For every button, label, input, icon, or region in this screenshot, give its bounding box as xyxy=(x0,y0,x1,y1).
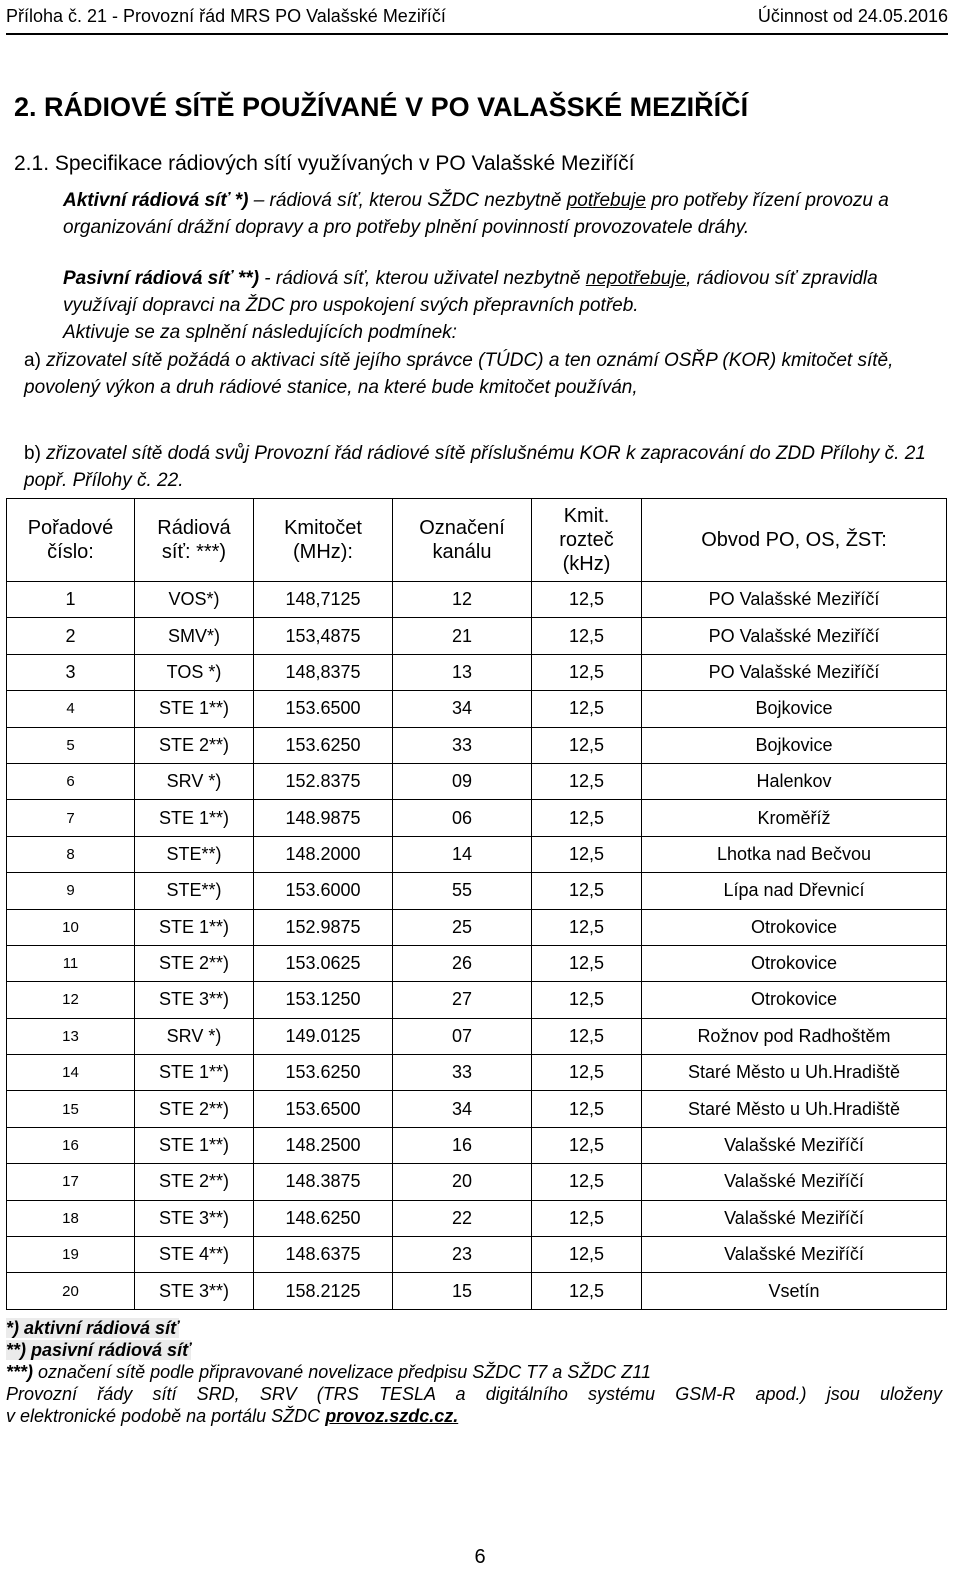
spacing-cell: 12,5 xyxy=(532,1055,642,1091)
network-cell: STE**) xyxy=(135,836,254,872)
channel-cell: 26 xyxy=(393,945,532,981)
channel-cell: 25 xyxy=(393,909,532,945)
network-cell: STE 1**) xyxy=(135,1127,254,1163)
network-cell: STE 1**) xyxy=(135,691,254,727)
channel-cell: 33 xyxy=(393,1055,532,1091)
table-row xyxy=(7,1018,947,1054)
channel-cell: 22 xyxy=(393,1200,532,1236)
channel-cell: 07 xyxy=(393,1018,532,1054)
header-channel-spacing: Kmit. rozteč (kHz) xyxy=(532,499,642,582)
order-cell: 10 xyxy=(7,909,135,945)
header-frequency: Kmitočet (MHz): xyxy=(254,499,393,582)
table-row xyxy=(7,582,947,618)
channel-cell: 23 xyxy=(393,1237,532,1273)
network-cell: STE 3**) xyxy=(135,982,254,1018)
table-row xyxy=(7,618,947,654)
header-effective-date: Účinnost od 24.05.2016 xyxy=(757,6,948,26)
area-cell: Staré Město u Uh.Hradiště xyxy=(642,1055,947,1091)
table-row xyxy=(7,1164,947,1200)
network-cell: STE 2**) xyxy=(135,945,254,981)
frequency-cell: 148.2000 xyxy=(254,836,393,872)
area-cell: Kroměříž xyxy=(642,800,947,836)
order-cell: 5 xyxy=(7,727,135,763)
channel-cell: 09 xyxy=(393,763,532,799)
frequency-cell: 148,7125 xyxy=(254,582,393,618)
spacing-cell: 12,5 xyxy=(532,1273,642,1309)
area-cell: Rožnov pod Radhoštěm xyxy=(642,1018,947,1054)
network-cell: STE 1**) xyxy=(135,909,254,945)
order-cell: 11 xyxy=(7,945,135,981)
area-cell: Otrokovice xyxy=(642,909,947,945)
frequency-cell: 153.1250 xyxy=(254,982,393,1018)
order-cell: 17 xyxy=(7,1164,135,1200)
header-document-title: Příloha č. 21 - Provozní řád MRS PO Valašské Meziříčí xyxy=(6,6,446,26)
frequency-cell: 148.6375 xyxy=(254,1237,393,1273)
channel-cell: 34 xyxy=(393,1091,532,1127)
frequency-cell: 158.2125 xyxy=(254,1273,393,1309)
area-cell: Staré Město u Uh.Hradiště xyxy=(642,1091,947,1127)
network-cell: STE 1**) xyxy=(135,1055,254,1091)
frequency-cell: 153.0625 xyxy=(254,945,393,981)
order-cell: 1 xyxy=(7,582,135,618)
channel-cell: 55 xyxy=(393,873,532,909)
network-cell: STE 3**) xyxy=(135,1200,254,1236)
order-cell: 16 xyxy=(7,1127,135,1163)
channel-cell: 13 xyxy=(393,654,532,690)
condition-b xyxy=(24,440,954,494)
header-channel: Označení kanálu xyxy=(393,499,532,582)
frequency-cell: 149.0125 xyxy=(254,1018,393,1054)
spacing-cell: 12,5 xyxy=(532,727,642,763)
spacing-cell: 12,5 xyxy=(532,1164,642,1200)
channel-cell: 33 xyxy=(393,727,532,763)
passive-text-a: - rádiová síť, kterou uživatel nezbytně xyxy=(259,268,586,289)
network-cell: STE 1**) xyxy=(135,800,254,836)
order-cell: 12 xyxy=(7,982,135,1018)
area-cell: PO Valašské Meziříčí xyxy=(642,582,947,618)
table-row xyxy=(7,1200,947,1236)
order-cell: 15 xyxy=(7,1091,135,1127)
order-cell: 20 xyxy=(7,1273,135,1309)
footnote-passive: **) pasivní rádiová síť xyxy=(6,1340,191,1360)
spacing-cell: 12,5 xyxy=(532,654,642,690)
table-row xyxy=(7,654,947,690)
network-cell: SMV*) xyxy=(135,618,254,654)
frequency-cell: 148.3875 xyxy=(254,1164,393,1200)
channel-cell: 15 xyxy=(393,1273,532,1309)
active-network-definition xyxy=(63,187,903,241)
frequency-cell: 148.6250 xyxy=(254,1200,393,1236)
table-row xyxy=(7,982,947,1018)
network-cell: VOS*) xyxy=(135,582,254,618)
spacing-cell: 12,5 xyxy=(532,1018,642,1054)
table-row xyxy=(7,873,947,909)
table-row xyxy=(7,727,947,763)
passive-text-b: , rádiovou síť zpravidla využívají dopravci na ŽDC pro uspokojení svých přepravních potřeb. xyxy=(63,268,878,316)
area-cell: PO Valašské Meziříčí xyxy=(642,654,947,690)
activation-intro: Aktivuje se za splnění následujících podmínek: xyxy=(63,322,457,343)
passive-network-definition xyxy=(63,265,923,319)
frequency-cell: 153.6500 xyxy=(254,1091,393,1127)
channel-cell: 06 xyxy=(393,800,532,836)
order-cell: 19 xyxy=(7,1237,135,1273)
area-cell: Halenkov xyxy=(642,763,947,799)
frequency-cell: 153.6250 xyxy=(254,727,393,763)
spacing-cell: 12,5 xyxy=(532,1200,642,1236)
frequency-cell: 153.6500 xyxy=(254,691,393,727)
header-radio-network: Rádiová síť: ***) xyxy=(135,499,254,582)
active-text-a: – rádiová síť, kterou SŽDC nezbytně xyxy=(248,190,567,211)
order-cell: 6 xyxy=(7,763,135,799)
footnotes xyxy=(6,1317,942,1427)
frequency-cell: 148,8375 xyxy=(254,654,393,690)
spacing-cell: 12,5 xyxy=(532,582,642,618)
area-cell: Otrokovice xyxy=(642,945,947,981)
spacing-cell: 12,5 xyxy=(532,836,642,872)
frequency-cell: 152.8375 xyxy=(254,763,393,799)
area-cell: Lípa nad Dřevnicí xyxy=(642,873,947,909)
table-row xyxy=(7,1237,947,1273)
table-row xyxy=(7,1127,947,1163)
table-row xyxy=(7,909,947,945)
table-row xyxy=(7,800,947,836)
table-row xyxy=(7,691,947,727)
table-row xyxy=(7,763,947,799)
table-row xyxy=(7,836,947,872)
portal-link[interactable]: provoz.szdc.cz. xyxy=(325,1406,459,1426)
area-cell: Lhotka nad Bečvou xyxy=(642,836,947,872)
table-row xyxy=(7,945,947,981)
spacing-cell: 12,5 xyxy=(532,1091,642,1127)
spacing-cell: 12,5 xyxy=(532,1127,642,1163)
channel-cell: 16 xyxy=(393,1127,532,1163)
network-cell: SRV *) xyxy=(135,1018,254,1054)
footnote-designation-mark: ***) xyxy=(6,1362,34,1382)
active-underlined-word: potřebuje xyxy=(566,190,646,211)
condition-b-label: b) xyxy=(24,443,41,464)
condition-b-text: zřizovatel sítě dodá svůj Provozní řád rádiové sítě příslušnému KOR k zapracování do ZDD Přílohy č. 21 popř. Přílohy č. 22. xyxy=(24,443,926,491)
order-cell: 9 xyxy=(7,873,135,909)
active-text-b: pro potřeby řízení provozu a organizování drážní dopravy a pro potřeby plnění povinností provozovatele dráhy. xyxy=(63,190,889,238)
table-header-row xyxy=(7,499,947,582)
network-cell: STE 2**) xyxy=(135,727,254,763)
frequency-cell: 153.6000 xyxy=(254,873,393,909)
radio-networks-table xyxy=(6,498,947,1310)
channel-cell: 14 xyxy=(393,836,532,872)
frequency-cell: 152.9875 xyxy=(254,909,393,945)
page-number: 6 xyxy=(474,1546,486,1568)
spacing-cell: 12,5 xyxy=(532,800,642,836)
passive-underlined-word: nepotřebuje xyxy=(585,268,687,289)
frequency-cell: 148.2500 xyxy=(254,1127,393,1163)
condition-a-text: zřizovatel sítě požádá o aktivaci sítě jejího správce (TÚDC) a ten oznámí OSŘP (KOR) kmitočet sítě, povolený výkon a druh rádiové stanice, na které bude kmitočet používán, xyxy=(24,350,894,398)
footnote-active: *) aktivní rádiová síť xyxy=(6,1318,179,1338)
active-network-term: Aktivní rádiová síť *) xyxy=(63,190,249,211)
frequency-cell: 153.6250 xyxy=(254,1055,393,1091)
spacing-cell: 12,5 xyxy=(532,982,642,1018)
order-cell: 13 xyxy=(7,1018,135,1054)
page-header xyxy=(6,6,948,35)
spacing-cell: 12,5 xyxy=(532,763,642,799)
table-row xyxy=(7,1273,947,1309)
network-cell: STE 3**) xyxy=(135,1273,254,1309)
order-cell: 3 xyxy=(7,654,135,690)
order-cell: 14 xyxy=(7,1055,135,1091)
footnote-portal-line-2: v elektronické podobě na portálu SŽDC xyxy=(6,1406,326,1426)
subsection-title: 2.1. Specifikace rádiových sítí využívaných v PO Valašské Meziříčí xyxy=(14,152,635,175)
channel-cell: 21 xyxy=(393,618,532,654)
network-cell: STE 2**) xyxy=(135,1164,254,1200)
network-cell: SRV *) xyxy=(135,763,254,799)
spacing-cell: 12,5 xyxy=(532,873,642,909)
area-cell: PO Valašské Meziříčí xyxy=(642,618,947,654)
channel-cell: 34 xyxy=(393,691,532,727)
header-order-number: Pořadové číslo: xyxy=(7,499,135,582)
area-cell: Valašské Meziříčí xyxy=(642,1127,947,1163)
spacing-cell: 12,5 xyxy=(532,691,642,727)
footnote-portal-line-1: Provozní řády sítí SRD, SRV (TRS TESLA a digitálního systému GSM-R apod.) jsou uloženy xyxy=(6,1384,942,1404)
network-cell: TOS *) xyxy=(135,654,254,690)
network-cell: STE**) xyxy=(135,873,254,909)
spacing-cell: 12,5 xyxy=(532,1237,642,1273)
table-row xyxy=(7,1055,947,1091)
channel-cell: 27 xyxy=(393,982,532,1018)
condition-a-label: a) xyxy=(24,350,41,371)
footnote-designation-text: označení sítě podle připravované novelizace předpisu SŽDC T7 a SŽDC Z11 xyxy=(33,1362,651,1382)
network-cell: STE 4**) xyxy=(135,1237,254,1273)
condition-a xyxy=(24,347,954,401)
network-cell: STE 2**) xyxy=(135,1091,254,1127)
order-cell: 18 xyxy=(7,1200,135,1236)
area-cell: Otrokovice xyxy=(642,982,947,1018)
order-cell: 7 xyxy=(7,800,135,836)
order-cell: 8 xyxy=(7,836,135,872)
spacing-cell: 12,5 xyxy=(532,945,642,981)
channel-cell: 20 xyxy=(393,1164,532,1200)
spacing-cell: 12,5 xyxy=(532,909,642,945)
area-cell: Bojkovice xyxy=(642,691,947,727)
order-cell: 4 xyxy=(7,691,135,727)
spacing-cell: 12,5 xyxy=(532,618,642,654)
area-cell: Bojkovice xyxy=(642,727,947,763)
area-cell: Valašské Meziříčí xyxy=(642,1164,947,1200)
header-area: Obvod PO, OS, ŽST: xyxy=(642,499,947,582)
passive-network-term: Pasivní rádiová síť **) xyxy=(63,268,260,289)
table-row xyxy=(7,1091,947,1127)
order-cell: 2 xyxy=(7,618,135,654)
channel-cell: 12 xyxy=(393,582,532,618)
frequency-cell: 148.9875 xyxy=(254,800,393,836)
area-cell: Valašské Meziříčí xyxy=(642,1200,947,1236)
section-title: 2. RÁDIOVÉ SÍTĚ POUŽÍVANÉ V PO VALAŠSKÉ MEZIŘÍČÍ xyxy=(14,92,749,122)
frequency-cell: 153,4875 xyxy=(254,618,393,654)
area-cell: Valašské Meziříčí xyxy=(642,1237,947,1273)
area-cell: Vsetín xyxy=(642,1273,947,1309)
